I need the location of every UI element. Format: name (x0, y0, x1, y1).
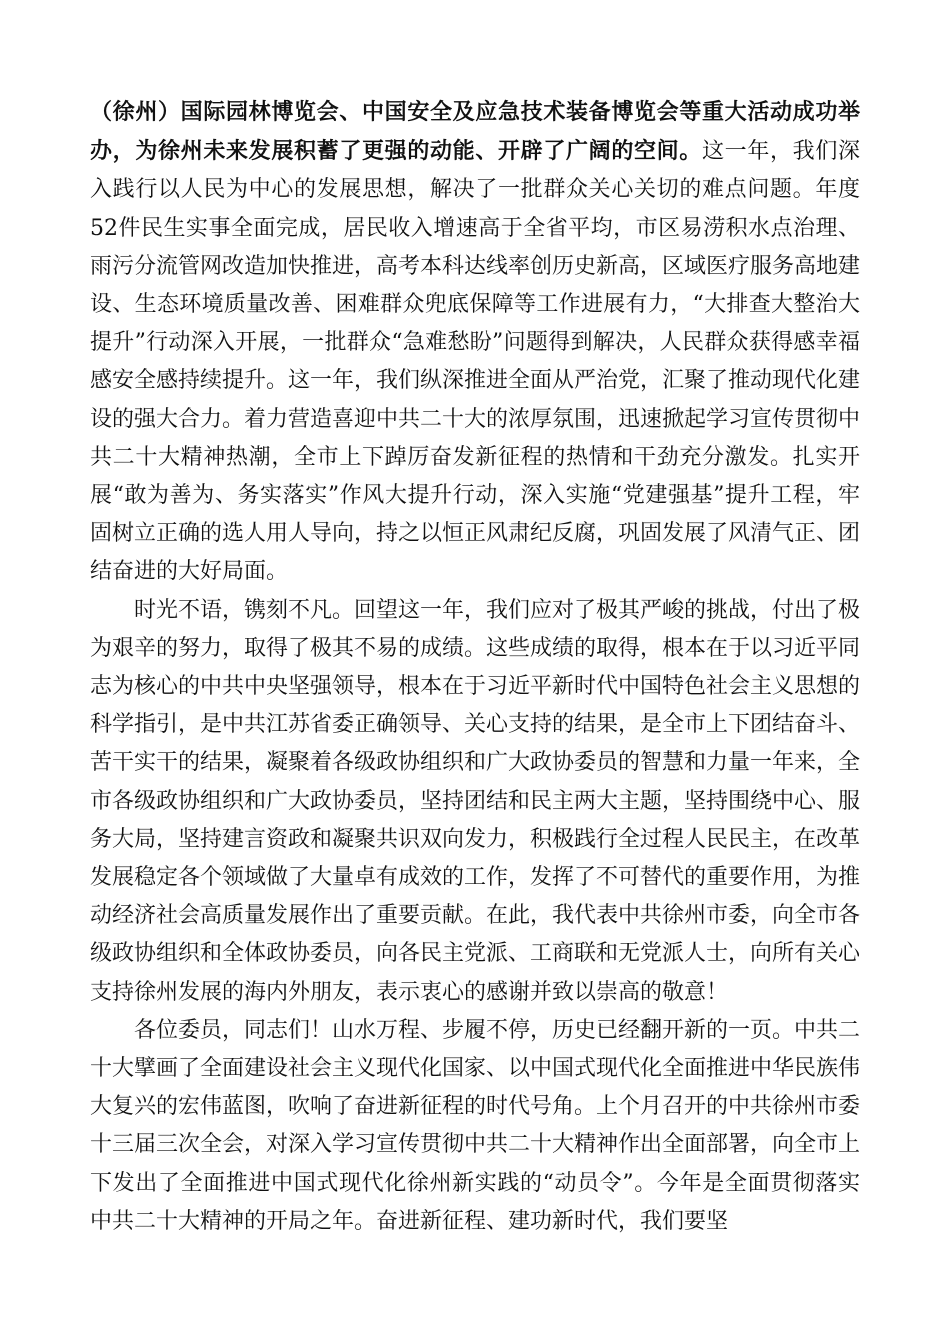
document-page (90, 93, 860, 1241)
paragraph-1 (90, 93, 860, 592)
paragraph-1-body: 这一年，我们深入践行以人民为中心的发展思想，解决了一批群众关心关切的难点问题。年度52件民生实事全面完成，居民收入增速高于全省平均，市区易涝积水点治理、雨污分流管网改造加快推进，高考本科达线率创历史新高，区域医疗服务高地建设、生态环境质量改善、困难群众兜底保障等工作进展有力，“大排查大整治大提升”行动深入开展，一批群众“急难愁盼”问题得到解决，人民群众获得感幸福感安全感持续提升。这一年，我们纵深推进全面从严治党，汇聚了推动现代化建设的强大合力。着力营造喜迎中共二十大的浓厚氛围，迅速掀起学习宣传贯彻中共二十大精神热潮，全市上下踔厉奋发新征程的热情和干劲充分激发。扎实开展“敢为善为、务实落实”作风大提升行动，深入实施“党建强基”提升工程，牢固树立正确的选人用人导向，持之以恒正风肃纪反腐，巩固发展了风清气正、团结奋进的大好局面。 (90, 139, 861, 585)
paragraph-3: 各位委员，同志们！山水万程、步履不停，历史已经翻开新的一页。中共二十大擘画了全面建设社会主义现代化国家、以中国式现代化全面推进中华民族伟大复兴的宏伟蓝图，吹响了奋进新征程的时代号角。上个月召开的中共徐州市委十三届三次全会，对深入学习宣传贯彻中共二十大精神作出全面部署，向全市上下发出了全面推进中国式现代化徐州新实践的“动员令”。今年是全面贯彻落实中共二十大精神的开局之年。奋进新征程、建功新时代，我们要坚 (90, 1017, 861, 1234)
paragraph-2: 时光不语，镌刻不凡。回望这一年，我们应对了极其严峻的挑战，付出了极为艰辛的努力，取得了极其不易的成绩。这些成绩的取得，根本在于以习近平同志为核心的中共中央坚强领导，根本在于习近平新时代中国特色社会主义思想的科学指引，是中共江苏省委正确领导、关心支持的结果，是全市上下团结奋斗、苦干实干的结果，凝聚着各级政协组织和广大政协委员的智慧和力量一年来，全市各级政协组织和广大政协委员，坚持团结和民主两大主题，坚持围绕中心、服务大局，坚持建言资政和凝聚共识双向发力，积极践行全过程人民民主，在改革发展稳定各个领域做了大量卓有成效的工作，发挥了不可替代的重要作用，为推动经济社会高质量发展作出了重要贡献。在此，我代表中共徐州市委，向全市各级政协组织和全体政协委员，向各民主党派、工商联和无党派人士，向所有关心支持徐州发展的海内外朋友，表示衷心的感谢并致以崇高的敬意！ (90, 597, 861, 1005)
paragraph-1-bold-lead: （徐州）国际园林博览会、中国安全及应急技术装备博览会等重大活动成功举办，为徐州未来发展积蓄了更强的动能、开辟了广阔的空间。 (90, 99, 860, 165)
